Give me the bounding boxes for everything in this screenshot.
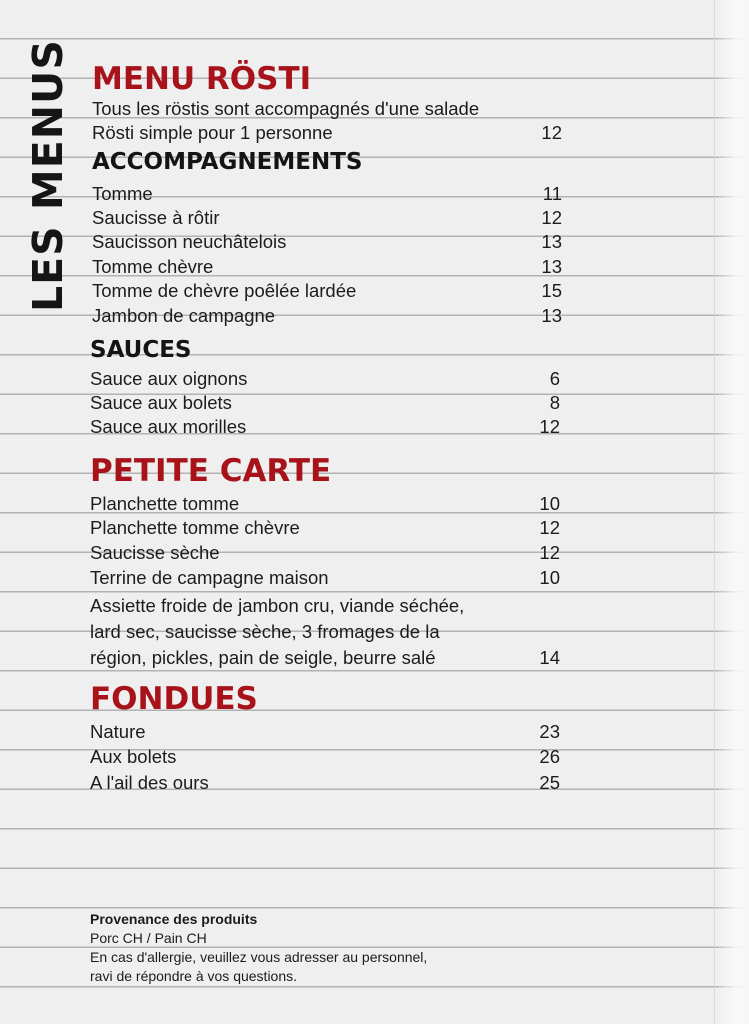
side-title: LES MENUS xyxy=(24,39,72,312)
rosti-intro xyxy=(92,98,562,120)
item-price: 10 xyxy=(539,567,560,588)
item-price: 12 xyxy=(539,542,560,563)
item-price: 11 xyxy=(542,183,562,204)
heading-sauces: SAUCES xyxy=(90,337,192,363)
item-name: A l'ail des ours xyxy=(90,772,209,793)
heading-menu-rosti: MENU RÖSTI xyxy=(92,61,312,97)
item-price: 8 xyxy=(549,392,560,413)
menu-item xyxy=(90,721,560,743)
item-name xyxy=(90,593,520,671)
item-name-line: région, pickles, pain de seigle, beurre salé xyxy=(90,647,436,668)
item-name: Jambon de campagne xyxy=(92,305,276,326)
menu-item xyxy=(90,772,560,794)
item-name: Planchette tomme chèvre xyxy=(90,517,300,538)
footer-origin: Porc CH / Pain CH xyxy=(90,930,207,946)
footer-title: Provenance des produits xyxy=(90,911,258,927)
item-price: 10 xyxy=(539,493,560,514)
item-price: 12 xyxy=(541,122,562,143)
item-name: Sauce aux oignons xyxy=(90,368,248,389)
menu-item xyxy=(90,746,560,768)
item-name: Saucisse à rôtir xyxy=(92,207,220,228)
menu-item xyxy=(90,567,560,589)
menu-item xyxy=(90,368,560,390)
menu-item xyxy=(90,416,560,438)
item-price: 13 xyxy=(541,256,562,277)
item-price: 12 xyxy=(539,416,560,437)
item-name: Tomme de chèvre poêlée lardée xyxy=(92,280,357,301)
item-name: Saucisse sèche xyxy=(90,542,220,563)
item-price: 12 xyxy=(539,517,560,538)
menu-item xyxy=(92,231,562,253)
menu-item xyxy=(90,517,560,539)
item-name-line: lard sec, saucisse sèche, 3 fromages de la xyxy=(90,621,440,642)
item-price: 12 xyxy=(541,207,562,228)
item-name: Planchette tomme xyxy=(90,493,240,514)
item-name: Aux bolets xyxy=(90,746,177,767)
item-price: 25 xyxy=(539,772,560,793)
item-price: 23 xyxy=(539,721,560,742)
menu-item xyxy=(90,392,560,414)
page-edge xyxy=(714,0,749,1024)
item-name: Sauce aux bolets xyxy=(90,392,232,413)
menu-item xyxy=(92,183,562,205)
item-price: 13 xyxy=(541,231,562,252)
item-name: Tomme chèvre xyxy=(92,256,214,277)
footer-allergy-line: ravi de répondre à vos questions. xyxy=(90,968,298,984)
item-price: 6 xyxy=(549,368,560,389)
item-name: Saucisson neuchâtelois xyxy=(92,231,287,252)
item-price: 15 xyxy=(541,280,562,301)
heading-accompagnements: ACCOMPAGNEMENTS xyxy=(92,149,363,175)
item-name: Terrine de campagne maison xyxy=(90,567,329,588)
heading-fondues: FONDUES xyxy=(90,681,258,717)
menu-item xyxy=(92,122,562,144)
menu-item xyxy=(90,593,560,671)
heading-petite-carte: PETITE CARTE xyxy=(90,453,332,489)
item-price: 14 xyxy=(539,647,560,668)
item-name: Sauce aux morilles xyxy=(90,416,247,437)
menu-item xyxy=(92,256,562,278)
menu-item xyxy=(92,305,562,327)
item-name: Tomme xyxy=(92,183,153,204)
item-price: 13 xyxy=(541,305,562,326)
item-name: Nature xyxy=(90,721,146,742)
menu-item xyxy=(92,207,562,229)
footer-notes xyxy=(90,910,427,986)
menu-item xyxy=(92,280,562,302)
rosti-intro-text: Tous les röstis sont accompagnés d'une salade xyxy=(92,98,480,119)
item-price: 26 xyxy=(539,746,560,767)
menu-item xyxy=(90,493,560,515)
menu-item xyxy=(90,542,560,564)
item-name: Rösti simple pour 1 personne xyxy=(92,122,333,143)
item-name-line: Assiette froide de jambon cru, viande séchée, xyxy=(90,595,465,616)
footer-allergy-line: En cas d'allergie, veuillez vous adresser au personnel, xyxy=(90,949,428,965)
